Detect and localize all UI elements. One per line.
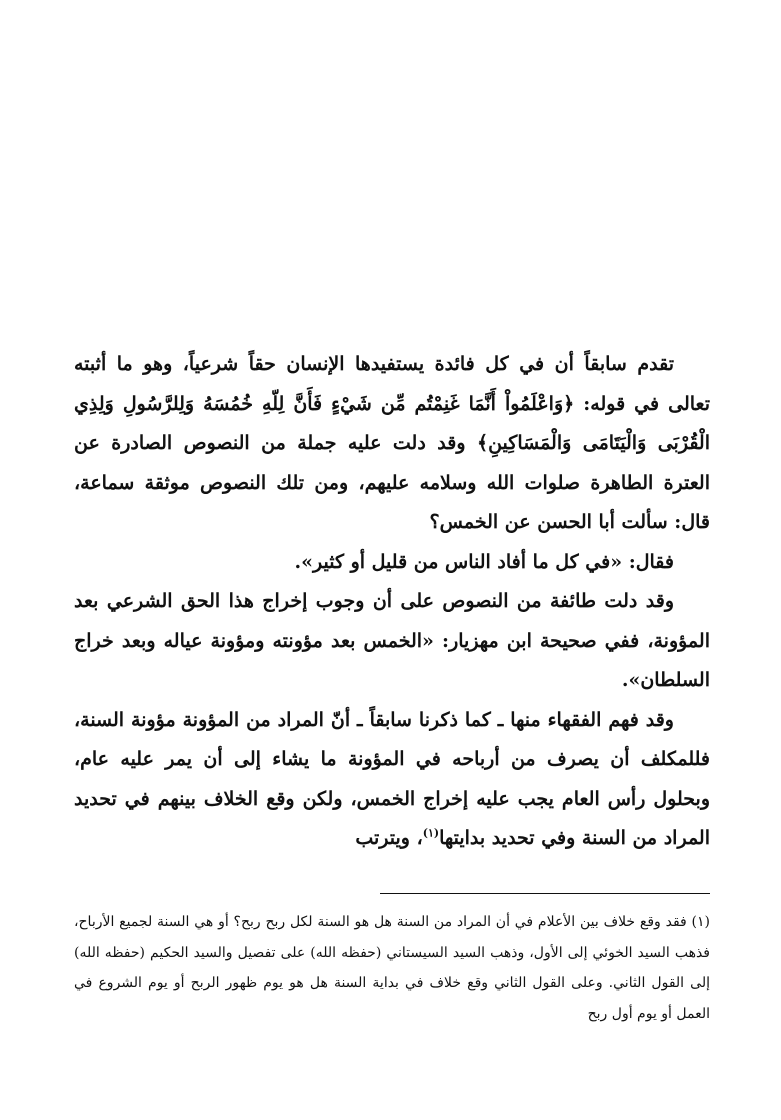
paragraph-fuqaha-text: وقد فهم الفقهاء منها ـ كما ذكرنا سابقاً ـ أنّ المراد من المؤونة مؤونة السنة، فللمكلف أن يصرف من أرباحه في المؤونة ما يشاء إلى أن يمر عليه عام، وبحلول رأس العام يجب عليه إخراج الخمس، ولكن وقع الخلاف بينهم في تحديد المراد من السنة وفي تحديد بدايتها	[74, 708, 710, 849]
footnote-number: (١)	[691, 914, 711, 930]
paragraph-fuqaha	[74, 701, 710, 859]
footnote-reference[interactable]: (١)	[422, 826, 440, 840]
footnote-divider	[380, 893, 710, 894]
paragraph-quote: فقال: «في كل ما أفاد الناس من قليل أو كثير».	[294, 550, 674, 573]
paragraph-fuqaha-tail: ، ويترتب	[355, 827, 423, 849]
main-text	[74, 345, 710, 859]
footnote	[74, 907, 710, 1029]
paragraph-intro: تقدم سابقاً أن في كل فائدة يستفيدها الإنسان حقاً شرعياً، وهو ما أثبته تعالى في قوله: ﴿وَاعْلَمُواْ أَنَّمَا غَنِمْتُم مِّن شَيْءٍ فَأَنَّ لِلّهِ خُمُسَهُ وَلِلرَّسُولِ وَلِذِي الْقُرْبَى وَالْيَتَامَى وَالْمَسَاكِينِ﴾ وقد دلت عليه جملة من النصوص الصادرة عن العترة الطاهرة صلوات الله وسلامه عليهم، ومن تلك النصوص موثقة سماعة، قال: سألت أبا الحسن عن الخمس؟	[74, 353, 710, 533]
paragraph-mouna: وقد دلت طائفة من النصوص على أن وجوب إخراج هذا الحق الشرعي بعد المؤونة، ففي صحيحة ابن مهزيار: «الخمس بعد مؤونته ومؤونة عياله وبعد خراج السلطان».	[74, 590, 710, 691]
footnote-text: فقد وقع خلاف بين الأعلام في أن المراد من السنة هل هو السنة لكل ربح ربح؟ أو هي السنة لجميع الأرباح، فذهب السيد الخوئي إلى الأول، وذهب السيد السيستاني (حفظه الله) على تفصيل والسيد الحكيم (حفظه الله) إلى القول الثاني. وعلى القول الثاني وقع خلاف في بداية السنة هل هو يوم ظهور الربح أو يوم الشروع في العمل أو يوم أول ربح	[74, 914, 710, 1022]
